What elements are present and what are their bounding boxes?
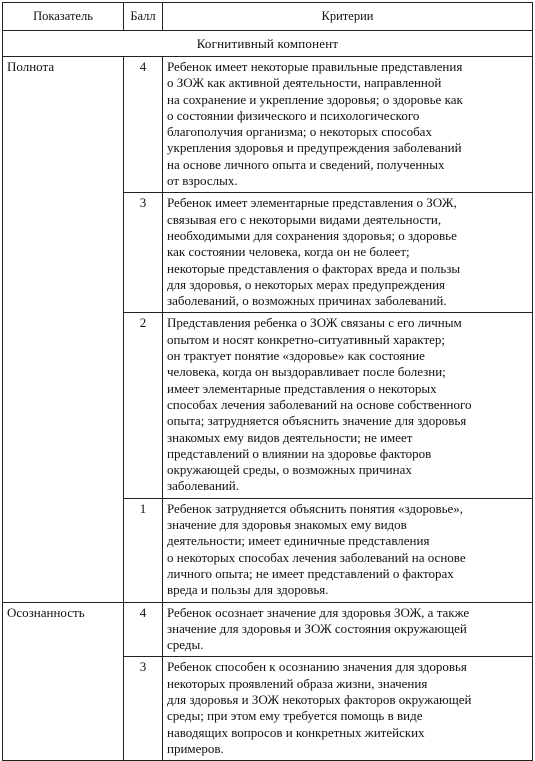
score-cell: 2 [124, 313, 163, 498]
criteria-line: о состоянии физического и психологического [167, 107, 420, 123]
criteria-line: Ребенок имеет некоторые правильные представления [167, 59, 463, 74]
criteria-line: деятельности; имеет единичные представления [167, 533, 430, 549]
criteria-line: связывая его с некоторыми видами деятельности, [167, 211, 442, 227]
criteria-line: личного опыта; не имеет представлений о факторах [167, 565, 454, 581]
criteria-line: имеет элементарные представления о некоторых [167, 380, 437, 396]
criteria-line: окружающей среды, о возможных причинах [167, 462, 412, 478]
criteria-cell [163, 602, 533, 657]
criteria-line: вреда и пользы для здоровья. [167, 582, 329, 598]
criteria-line: представлений о влиянии на здоровье факторов [167, 445, 432, 461]
criteria-line: благополучия организма; о некоторых способах [167, 124, 432, 140]
score-cell: 3 [124, 657, 163, 761]
criteria-line: о ЗОЖ как активной деятельности, направленной [167, 75, 442, 91]
criteria-line: способах лечения заболеваний на основе собственного [167, 396, 472, 412]
criteria-line: он трактует понятие «здоровье» как состояние [167, 348, 425, 364]
criteria-table [2, 2, 533, 761]
criteria-line: укрепления здоровья и предупреждения заболеваний [167, 140, 462, 156]
header-score: Балл [124, 3, 163, 31]
criteria-line: опытом и носят конкретно-ситуативный характер; [167, 331, 446, 347]
criteria-line: значение для здоровья знакомых ему видов [167, 517, 407, 533]
criteria-line: на основе личного опыта и сведений, полученных [167, 156, 445, 172]
criteria-line: необходимыми для сохранения здоровья; о здоровье [167, 227, 457, 243]
criteria-line: Ребенок способен к осознанию значения для здоровья [167, 659, 467, 675]
criteria-line: опыта; затрудняется объяснить значение для здоровья [167, 413, 467, 429]
indicator-cell: Полнота [3, 57, 124, 603]
table-row [3, 57, 533, 193]
criteria-line: для здоровья и ЗОЖ некоторых факторов окружающей [167, 691, 472, 707]
criteria-line: о некоторых способах лечения заболеваний на основе [167, 549, 466, 565]
table-row [3, 602, 533, 657]
criteria-line: примеров. [167, 740, 224, 756]
score-cell: 3 [124, 193, 163, 313]
criteria-line: некоторые представления о факторах вреда и пользы [167, 260, 461, 276]
table-header [3, 3, 533, 31]
criteria-line: на сохранение и укрепление здоровья; о здоровье как [167, 91, 463, 107]
criteria-line: значение для здоровья и ЗОЖ состояния окружающей [167, 620, 467, 636]
criteria-line: человека, когда он выздоравливает после болезни; [167, 364, 446, 380]
section-row [3, 31, 533, 57]
score-cell: 1 [124, 498, 163, 602]
criteria-line: от взрослых. [167, 173, 238, 189]
criteria-cell [163, 657, 533, 761]
header-indicator: Показатель [3, 3, 124, 31]
criteria-line: Представления ребенка о ЗОЖ связаны с его личным [167, 315, 462, 331]
criteria-line: заболеваний, о возможных причинах заболеваний. [167, 293, 447, 309]
section-title: Когнитивный компонент [3, 31, 533, 57]
criteria-line: Ребенок осознает значение для здоровья ЗОЖ, а также [167, 604, 470, 620]
criteria-line: как состоянии человека, когда он не болеет; [167, 244, 410, 260]
criteria-line: некоторых проявлений образа жизни, значения [167, 675, 428, 691]
score-cell: 4 [124, 602, 163, 657]
criteria-line: Ребенок имеет элементарные представления о ЗОЖ, [167, 195, 457, 211]
criteria-cell [163, 498, 533, 602]
criteria-line: среды; при этом ему требуется помощь в виде [167, 708, 423, 724]
criteria-line: наводящих вопросов и конкретных житейских [167, 724, 425, 740]
indicator-cell: Осознанность [3, 602, 124, 761]
table-body [3, 31, 533, 761]
score-cell: 4 [124, 57, 163, 193]
criteria-line: среды. [167, 637, 204, 653]
criteria-line: знакомых ему видов деятельности; не имеет [167, 429, 413, 445]
criteria-cell [163, 193, 533, 313]
criteria-cell [163, 313, 533, 498]
header-criteria: Критерии [163, 3, 533, 31]
criteria-line: Ребенок затрудняется объяснить понятия «здоровье», [167, 500, 464, 516]
criteria-line: заболеваний. [167, 478, 239, 494]
criteria-cell [163, 57, 533, 193]
criteria-line: для здоровья, о некоторых мерах предупреждения [167, 276, 446, 292]
